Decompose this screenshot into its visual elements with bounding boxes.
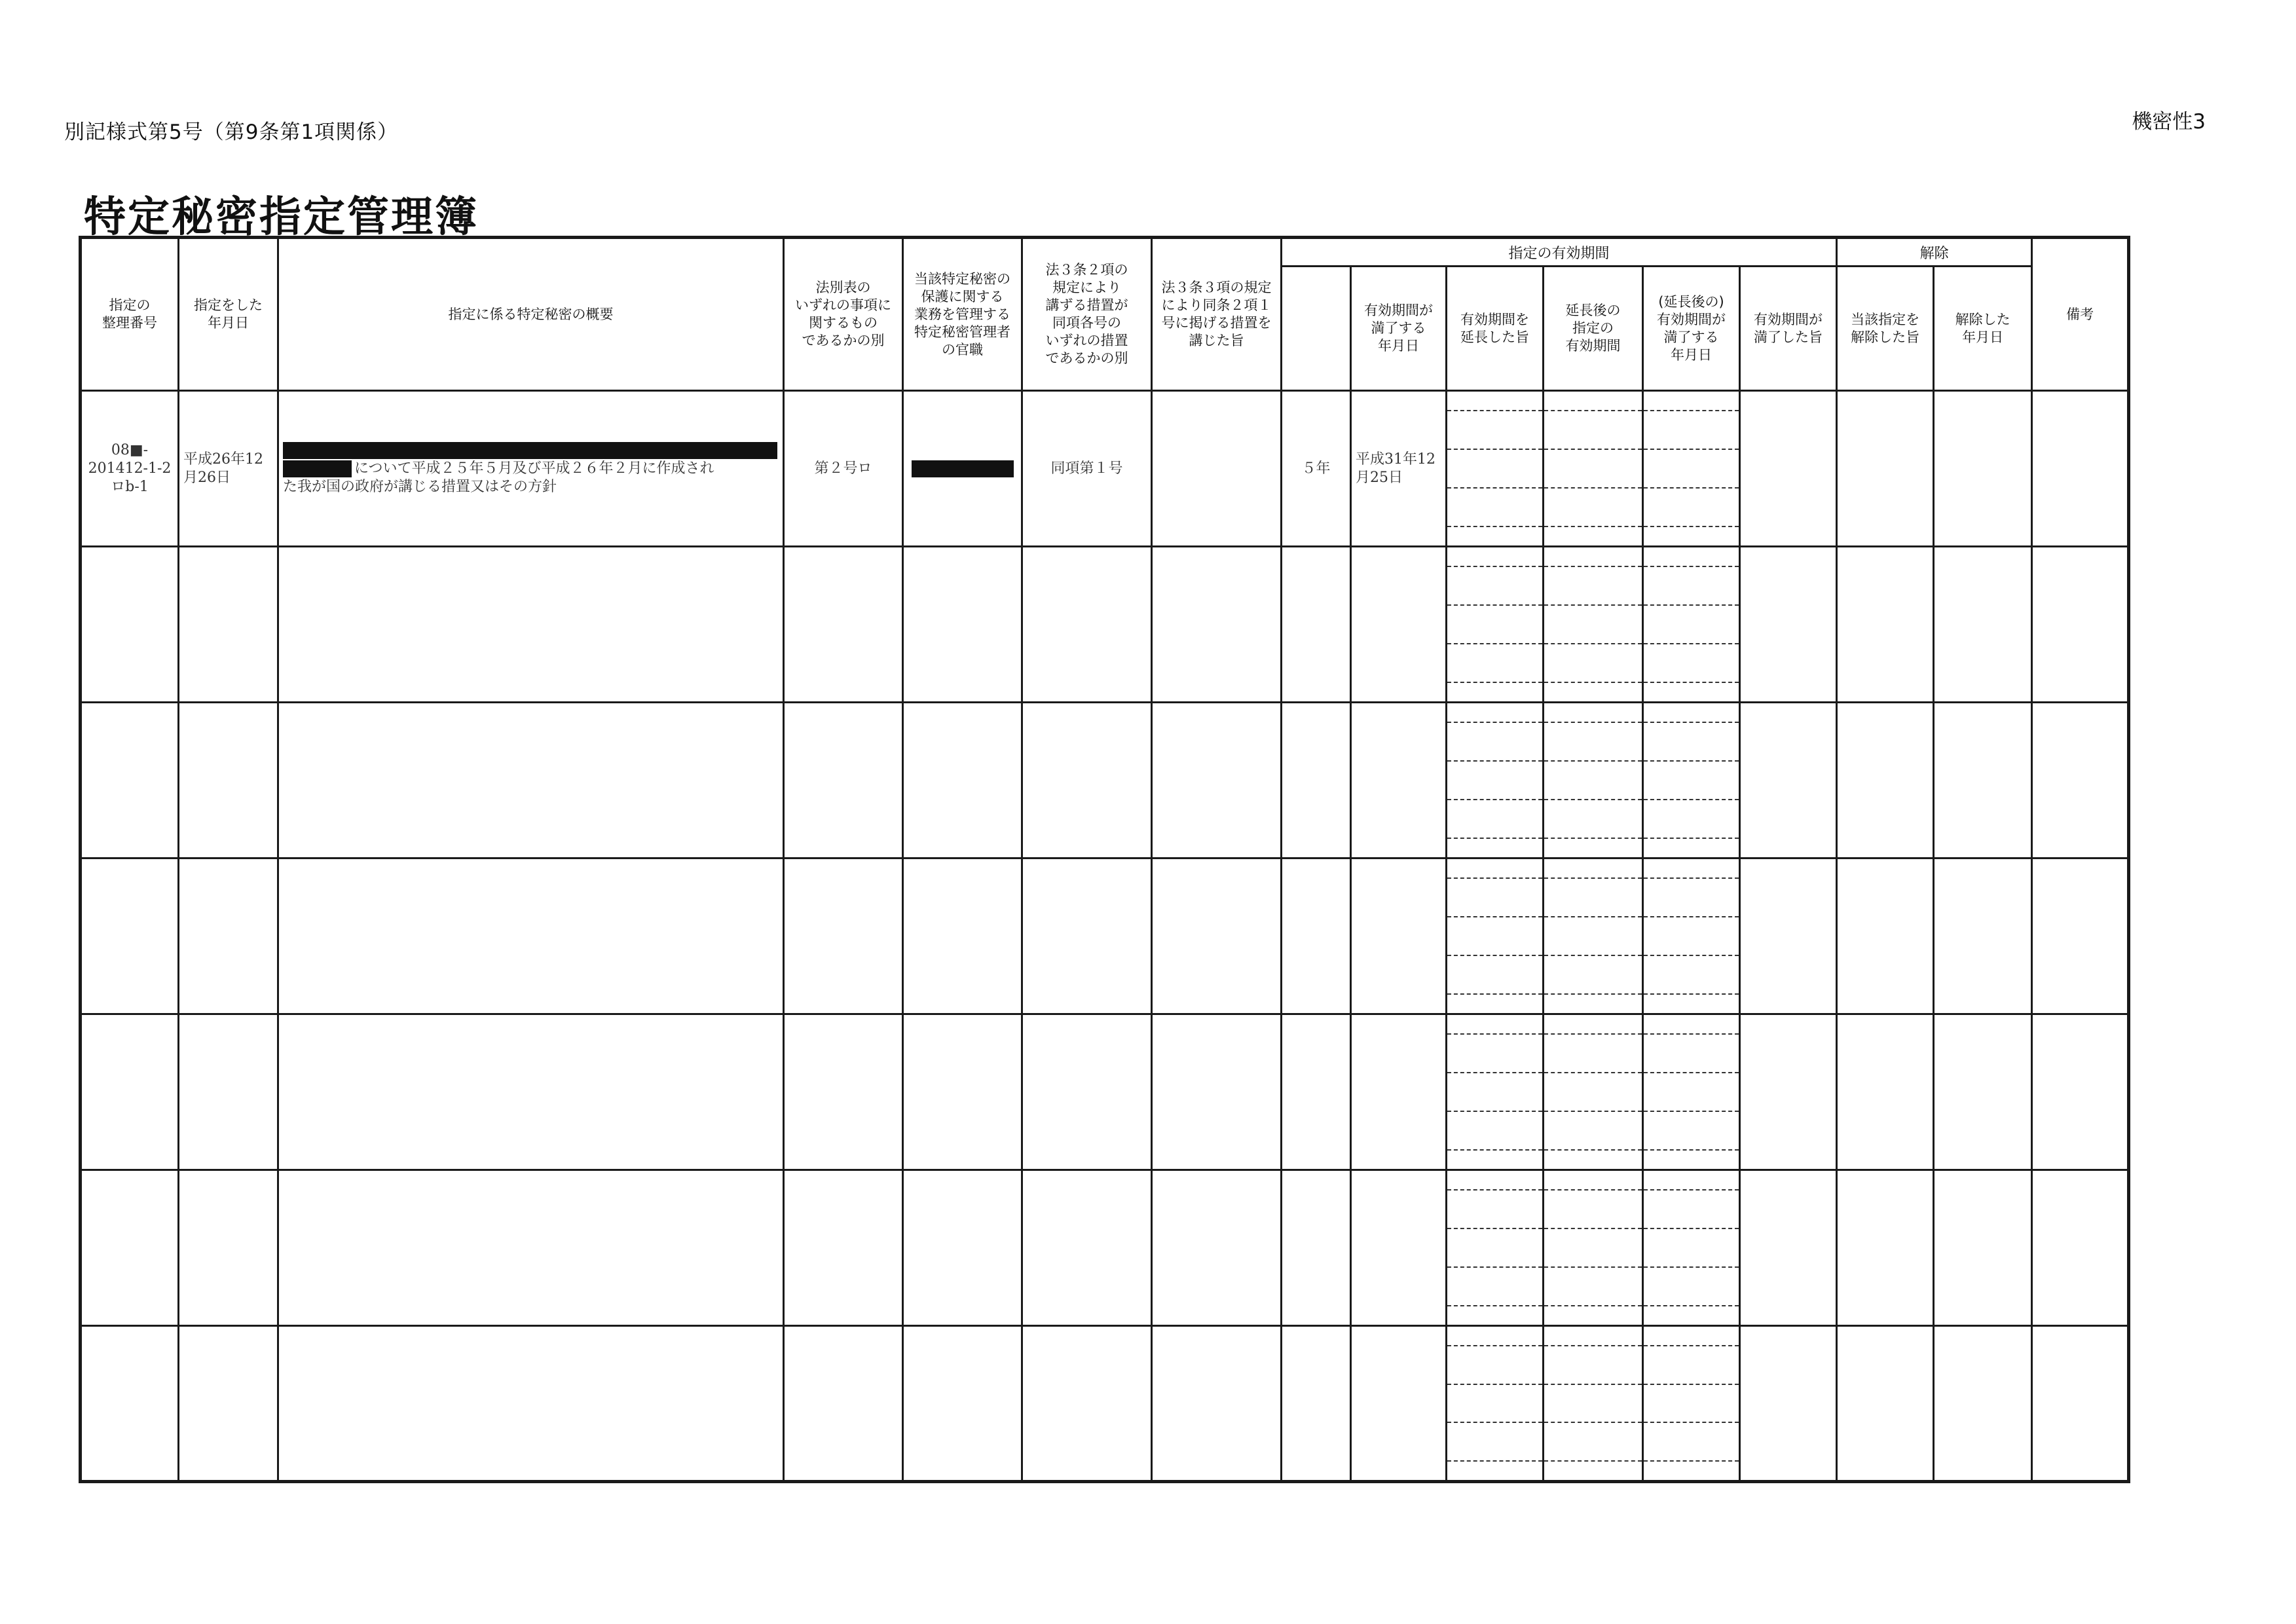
subline xyxy=(1644,1034,1739,1073)
confidentiality-level-label: 機密性3 xyxy=(2132,110,2206,134)
validity-term-cell xyxy=(1282,1170,1351,1326)
art3-2-measure-cell xyxy=(1022,1170,1152,1326)
summary-text: た我が国の政府が講じる措置又はその方針 xyxy=(283,478,557,495)
col-header-extended-expiry: (延長後の) 有効期間が 満了する 年月日 xyxy=(1643,267,1740,391)
subline xyxy=(1644,526,1739,545)
dashed-sublines xyxy=(1644,859,1739,1013)
dashed-sublines xyxy=(1544,547,1642,701)
manager-title-cell xyxy=(903,1326,1022,1482)
subline xyxy=(1447,449,1542,488)
cancelled-date-cell xyxy=(1934,1014,2032,1170)
summary-cell xyxy=(278,858,784,1014)
subline xyxy=(1447,703,1542,722)
extended-note-cell xyxy=(1447,391,1544,547)
dashed-sublines xyxy=(1447,1327,1542,1480)
designation-register-table xyxy=(79,236,2130,1483)
validity-term-cell xyxy=(1282,703,1351,858)
designation-date-cell xyxy=(179,547,278,703)
extended-expiry-cell xyxy=(1643,1326,1740,1482)
art3-3-measure-cell xyxy=(1152,703,1282,858)
subline xyxy=(1544,1034,1642,1073)
ref-no-cell xyxy=(81,391,179,547)
subline xyxy=(1447,411,1542,449)
subline xyxy=(1447,878,1542,917)
subline xyxy=(1544,1073,1642,1111)
remarks-cell xyxy=(2032,1326,2129,1482)
dashed-sublines xyxy=(1447,392,1542,545)
annex-category-cell xyxy=(784,1014,903,1170)
extended-period-cell xyxy=(1544,391,1643,547)
subline xyxy=(1544,1384,1642,1423)
subline xyxy=(1447,1015,1542,1034)
art3-3-measure-cell xyxy=(1152,547,1282,703)
subline xyxy=(1644,1306,1739,1325)
subline xyxy=(1644,547,1739,566)
col-header-manager-title: 当該特定秘密の 保護に関する 業務を管理する 特定秘密管理者 の官職 xyxy=(903,238,1022,391)
manager-title-cell xyxy=(903,1170,1022,1326)
dashed-sublines xyxy=(1447,703,1542,857)
subline xyxy=(1544,722,1642,761)
expiry-date-cell xyxy=(1351,1170,1447,1326)
subline xyxy=(1644,682,1739,701)
cancelled-date-cell xyxy=(1934,703,2032,858)
dashed-sublines xyxy=(1544,1327,1642,1480)
expiry-date-cell xyxy=(1351,858,1447,1014)
ref-no-line: 201412-1-2 xyxy=(88,460,172,477)
validity-term-cell xyxy=(1282,1326,1351,1482)
cancelled-note-cell xyxy=(1837,1170,1934,1326)
designation-date-cell xyxy=(179,1014,278,1170)
expired-note-cell xyxy=(1740,1326,1837,1482)
expired-note-cell xyxy=(1740,1014,1837,1170)
col-header-remarks: 備考 xyxy=(2032,238,2129,391)
dashed-sublines xyxy=(1544,1015,1642,1169)
expiry-date-cell xyxy=(1351,547,1447,703)
validity-term-cell xyxy=(1282,547,1351,703)
subline xyxy=(1447,761,1542,800)
cancelled-date-cell xyxy=(1934,547,2032,703)
subline xyxy=(1644,917,1739,955)
dashed-sublines xyxy=(1644,1327,1739,1480)
subline xyxy=(1447,917,1542,955)
subline xyxy=(1544,449,1642,488)
cancelled-note-cell xyxy=(1837,703,1934,858)
art3-3-measure-cell xyxy=(1152,391,1282,547)
subline xyxy=(1644,1327,1739,1346)
subline xyxy=(1644,994,1739,1013)
subline xyxy=(1447,1111,1542,1150)
subline xyxy=(1644,488,1739,526)
subline xyxy=(1544,917,1642,955)
extended-note-cell xyxy=(1447,858,1544,1014)
subline xyxy=(1447,1034,1542,1073)
subline xyxy=(1544,800,1642,838)
extended-period-cell xyxy=(1544,547,1643,703)
col-header-extended-note: 有効期間を 延長した旨 xyxy=(1447,267,1544,391)
col-header-cancelled-date: 解除した 年月日 xyxy=(1934,267,2032,391)
annex-category-cell: 第２号ロ xyxy=(784,391,903,547)
table-row xyxy=(81,703,2129,858)
subline xyxy=(1447,488,1542,526)
manager-title-cell xyxy=(903,858,1022,1014)
subline xyxy=(1447,526,1542,545)
annex-category-cell xyxy=(784,858,903,1014)
subline xyxy=(1447,1190,1542,1228)
extended-expiry-cell xyxy=(1643,547,1740,703)
expiry-date-line: 月25日 xyxy=(1356,469,1403,486)
subline xyxy=(1644,605,1739,644)
extended-note-cell xyxy=(1447,1014,1544,1170)
subline xyxy=(1544,1150,1642,1169)
extended-expiry-cell xyxy=(1643,391,1740,547)
cancelled-date-cell xyxy=(1934,391,2032,547)
designation-date-line: 月26日 xyxy=(183,469,231,486)
subline xyxy=(1544,761,1642,800)
annex-category-cell xyxy=(784,1326,903,1482)
ref-no-cell xyxy=(81,1326,179,1482)
subline xyxy=(1544,1422,1642,1461)
subline xyxy=(1644,411,1739,449)
annex-category-cell xyxy=(784,1170,903,1326)
extended-note-cell xyxy=(1447,1326,1544,1482)
subline xyxy=(1447,1073,1542,1111)
cancelled-date-cell xyxy=(1934,1326,2032,1482)
expiry-date-line: 平成31年12 xyxy=(1356,451,1435,468)
art3-2-measure-cell xyxy=(1022,1326,1152,1482)
ref-no-cell xyxy=(81,1170,179,1326)
expired-note-cell xyxy=(1740,703,1837,858)
subline xyxy=(1447,1422,1542,1461)
expiry-date-cell xyxy=(1351,1326,1447,1482)
subline xyxy=(1447,605,1542,644)
col-header-validity-term xyxy=(1282,267,1351,391)
subline xyxy=(1544,566,1642,605)
subline xyxy=(1644,1111,1739,1150)
art3-2-measure-cell xyxy=(1022,858,1152,1014)
manager-title-cell xyxy=(903,703,1022,858)
page-title: 特定秘密指定管理簿 xyxy=(84,193,479,242)
extended-expiry-cell xyxy=(1643,858,1740,1014)
subline xyxy=(1544,526,1642,545)
manager-title-cell xyxy=(903,391,1022,547)
subline xyxy=(1544,392,1642,411)
art3-3-measure-cell xyxy=(1152,858,1282,1014)
subline xyxy=(1544,1171,1642,1190)
subline xyxy=(1447,838,1542,857)
remarks-cell xyxy=(2032,1014,2129,1170)
dashed-sublines xyxy=(1544,859,1642,1013)
art3-3-measure-cell xyxy=(1152,1014,1282,1170)
subline xyxy=(1644,1171,1739,1190)
summary-cell xyxy=(278,391,784,547)
subline xyxy=(1447,722,1542,761)
table-row xyxy=(81,1014,2129,1170)
dashed-sublines xyxy=(1644,392,1739,545)
subline xyxy=(1644,838,1739,857)
col-header-designation-date: 指定をした 年月日 xyxy=(179,238,278,391)
subline xyxy=(1544,878,1642,917)
dashed-sublines xyxy=(1447,1015,1542,1169)
summary-cell xyxy=(278,703,784,858)
subline xyxy=(1544,1346,1642,1384)
expiry-date-cell xyxy=(1351,391,1447,547)
art3-2-measure-cell xyxy=(1022,1014,1152,1170)
validity-term-cell: ５年 xyxy=(1282,391,1351,547)
extended-period-cell xyxy=(1544,1014,1643,1170)
col-header-art3-2-measure: 法３条２項の 規定により 講ずる措置が 同項各号の いずれの措置 であるかの別 xyxy=(1022,238,1152,391)
subline xyxy=(1644,392,1739,411)
subline xyxy=(1447,955,1542,994)
expiry-date-cell xyxy=(1351,1014,1447,1170)
expired-note-cell xyxy=(1740,858,1837,1014)
subline xyxy=(1447,682,1542,701)
col-header-summary: 指定に係る特定秘密の概要 xyxy=(278,238,784,391)
extended-period-cell xyxy=(1544,858,1643,1014)
cancelled-note-cell xyxy=(1837,1326,1934,1482)
extended-expiry-cell xyxy=(1643,1170,1740,1326)
extended-period-cell xyxy=(1544,1326,1643,1482)
designation-date-cell xyxy=(179,391,278,547)
subline xyxy=(1447,644,1542,682)
cancelled-note-cell xyxy=(1837,547,1934,703)
subline xyxy=(1447,1150,1542,1169)
redaction-bar xyxy=(283,460,352,477)
expired-note-cell xyxy=(1740,391,1837,547)
table-row xyxy=(81,547,2129,703)
cancelled-date-cell xyxy=(1934,1170,2032,1326)
subline xyxy=(1644,761,1739,800)
summary-cell xyxy=(278,1170,784,1326)
subline xyxy=(1447,1267,1542,1306)
subline xyxy=(1644,449,1739,488)
subline xyxy=(1447,859,1542,878)
subline xyxy=(1544,994,1642,1013)
expiry-date-cell xyxy=(1351,703,1447,858)
subline xyxy=(1447,1171,1542,1190)
subline xyxy=(1644,1150,1739,1169)
subline xyxy=(1544,859,1642,878)
remarks-cell xyxy=(2032,1170,2129,1326)
dashed-sublines xyxy=(1447,859,1542,1013)
subline xyxy=(1447,994,1542,1013)
subline xyxy=(1644,644,1739,682)
table-row xyxy=(81,1326,2129,1482)
summary-line xyxy=(283,460,779,478)
subline xyxy=(1544,838,1642,857)
dashed-sublines xyxy=(1544,1171,1642,1325)
designation-date-cell xyxy=(179,1326,278,1482)
remarks-cell xyxy=(2032,858,2129,1014)
subline xyxy=(1644,1073,1739,1111)
col-header-ref-no: 指定の 整理番号 xyxy=(81,238,179,391)
summary-text: について平成２５年５月及び平成２６年２月に作成され xyxy=(354,460,714,477)
dashed-sublines xyxy=(1644,1015,1739,1169)
subline xyxy=(1644,1267,1739,1306)
subline xyxy=(1544,644,1642,682)
summary-cell xyxy=(278,1014,784,1170)
subline xyxy=(1544,703,1642,722)
col-header-expired-note: 有効期間が 満了した旨 xyxy=(1740,267,1837,391)
extended-expiry-cell xyxy=(1643,703,1740,858)
group-header-validity-period: 指定の有効期間 xyxy=(1282,238,1837,267)
subline xyxy=(1544,1306,1642,1325)
dashed-sublines xyxy=(1544,392,1642,545)
ref-no-cell xyxy=(81,858,179,1014)
col-header-annex-category: 法別表の いずれの事項に 関するもの であるかの別 xyxy=(784,238,903,391)
group-header-cancellation: 解除 xyxy=(1837,238,2032,267)
ref-no-cell xyxy=(81,703,179,858)
subline xyxy=(1644,1346,1739,1384)
subline xyxy=(1447,800,1542,838)
subline xyxy=(1544,1190,1642,1228)
subline xyxy=(1644,703,1739,722)
subline xyxy=(1544,1327,1642,1346)
dashed-sublines xyxy=(1644,547,1739,701)
subline xyxy=(1644,1384,1739,1423)
manager-title-cell xyxy=(903,1014,1022,1170)
subline xyxy=(1644,722,1739,761)
subline xyxy=(1544,1111,1642,1150)
art3-3-measure-cell xyxy=(1152,1170,1282,1326)
ref-no-line: ロb-1 xyxy=(111,478,149,495)
subline xyxy=(1447,1306,1542,1325)
form-number-label: 別記様式第5号（第9条第1項関係） xyxy=(64,120,399,144)
cancelled-note-cell xyxy=(1837,391,1934,547)
manager-title-cell xyxy=(903,547,1022,703)
subline xyxy=(1544,547,1642,566)
dashed-sublines xyxy=(1644,703,1739,857)
extended-period-cell xyxy=(1544,703,1643,858)
ref-no-cell xyxy=(81,1014,179,1170)
summary-cell xyxy=(278,547,784,703)
subline xyxy=(1644,800,1739,838)
art3-2-measure-cell xyxy=(1022,547,1152,703)
designation-date-cell xyxy=(179,703,278,858)
subline xyxy=(1644,566,1739,605)
extended-note-cell xyxy=(1447,547,1544,703)
redaction-bar xyxy=(283,442,777,459)
ref-no-line: 08■- xyxy=(111,441,149,458)
extended-note-cell xyxy=(1447,1170,1544,1326)
subline xyxy=(1447,566,1542,605)
subline xyxy=(1447,392,1542,411)
subline xyxy=(1544,1228,1642,1267)
summary-cell xyxy=(278,1326,784,1482)
designation-date-line: 平成26年12 xyxy=(183,451,263,468)
subline xyxy=(1544,955,1642,994)
subline xyxy=(1644,1422,1739,1461)
subline xyxy=(1544,1461,1642,1480)
subline xyxy=(1644,859,1739,878)
cancelled-note-cell xyxy=(1837,858,1934,1014)
remarks-cell xyxy=(2032,703,2129,858)
redaction-bar xyxy=(912,460,1014,477)
col-header-extended-period: 延長後の 指定の 有効期間 xyxy=(1544,267,1643,391)
subline xyxy=(1644,878,1739,917)
subline xyxy=(1447,1461,1542,1480)
subline xyxy=(1544,1267,1642,1306)
col-header-expiry-date: 有効期間が 満了する 年月日 xyxy=(1351,267,1447,391)
subline xyxy=(1447,1228,1542,1267)
subline xyxy=(1644,955,1739,994)
subline xyxy=(1644,1228,1739,1267)
validity-term-cell xyxy=(1282,1014,1351,1170)
remarks-cell xyxy=(2032,391,2129,547)
expired-note-cell xyxy=(1740,1170,1837,1326)
cancelled-note-cell xyxy=(1837,1014,1934,1170)
expired-note-cell xyxy=(1740,547,1837,703)
dashed-sublines xyxy=(1447,1171,1542,1325)
subline xyxy=(1447,1327,1542,1346)
art3-2-measure-cell: 同項第１号 xyxy=(1022,391,1152,547)
extended-expiry-cell xyxy=(1643,1014,1740,1170)
annex-category-cell xyxy=(784,703,903,858)
subline xyxy=(1544,488,1642,526)
art3-3-measure-cell xyxy=(1152,1326,1282,1482)
col-header-art3-3-measure: 法３条３項の規定 により同条２項１ 号に掲げる措置を 講じた旨 xyxy=(1152,238,1282,391)
subline xyxy=(1544,682,1642,701)
subline xyxy=(1447,547,1542,566)
extended-period-cell xyxy=(1544,1170,1643,1326)
table-row xyxy=(81,858,2129,1014)
dashed-sublines xyxy=(1644,1171,1739,1325)
cancelled-date-cell xyxy=(1934,858,2032,1014)
table-row xyxy=(81,391,2129,547)
extended-note-cell xyxy=(1447,703,1544,858)
designation-date-cell xyxy=(179,1170,278,1326)
col-header-cancelled-note: 当該指定を 解除した旨 xyxy=(1837,267,1934,391)
subline xyxy=(1447,1384,1542,1423)
table-row xyxy=(81,1170,2129,1326)
subline xyxy=(1447,1346,1542,1384)
art3-2-measure-cell xyxy=(1022,703,1152,858)
subline xyxy=(1544,605,1642,644)
subline xyxy=(1544,1015,1642,1034)
ref-no-cell xyxy=(81,547,179,703)
validity-term-cell xyxy=(1282,858,1351,1014)
subline xyxy=(1644,1461,1739,1480)
subline xyxy=(1644,1015,1739,1034)
dashed-sublines xyxy=(1447,547,1542,701)
designation-date-cell xyxy=(179,858,278,1014)
remarks-cell xyxy=(2032,547,2129,703)
subline xyxy=(1644,1190,1739,1228)
annex-category-cell xyxy=(784,547,903,703)
subline xyxy=(1544,411,1642,449)
dashed-sublines xyxy=(1544,703,1642,857)
